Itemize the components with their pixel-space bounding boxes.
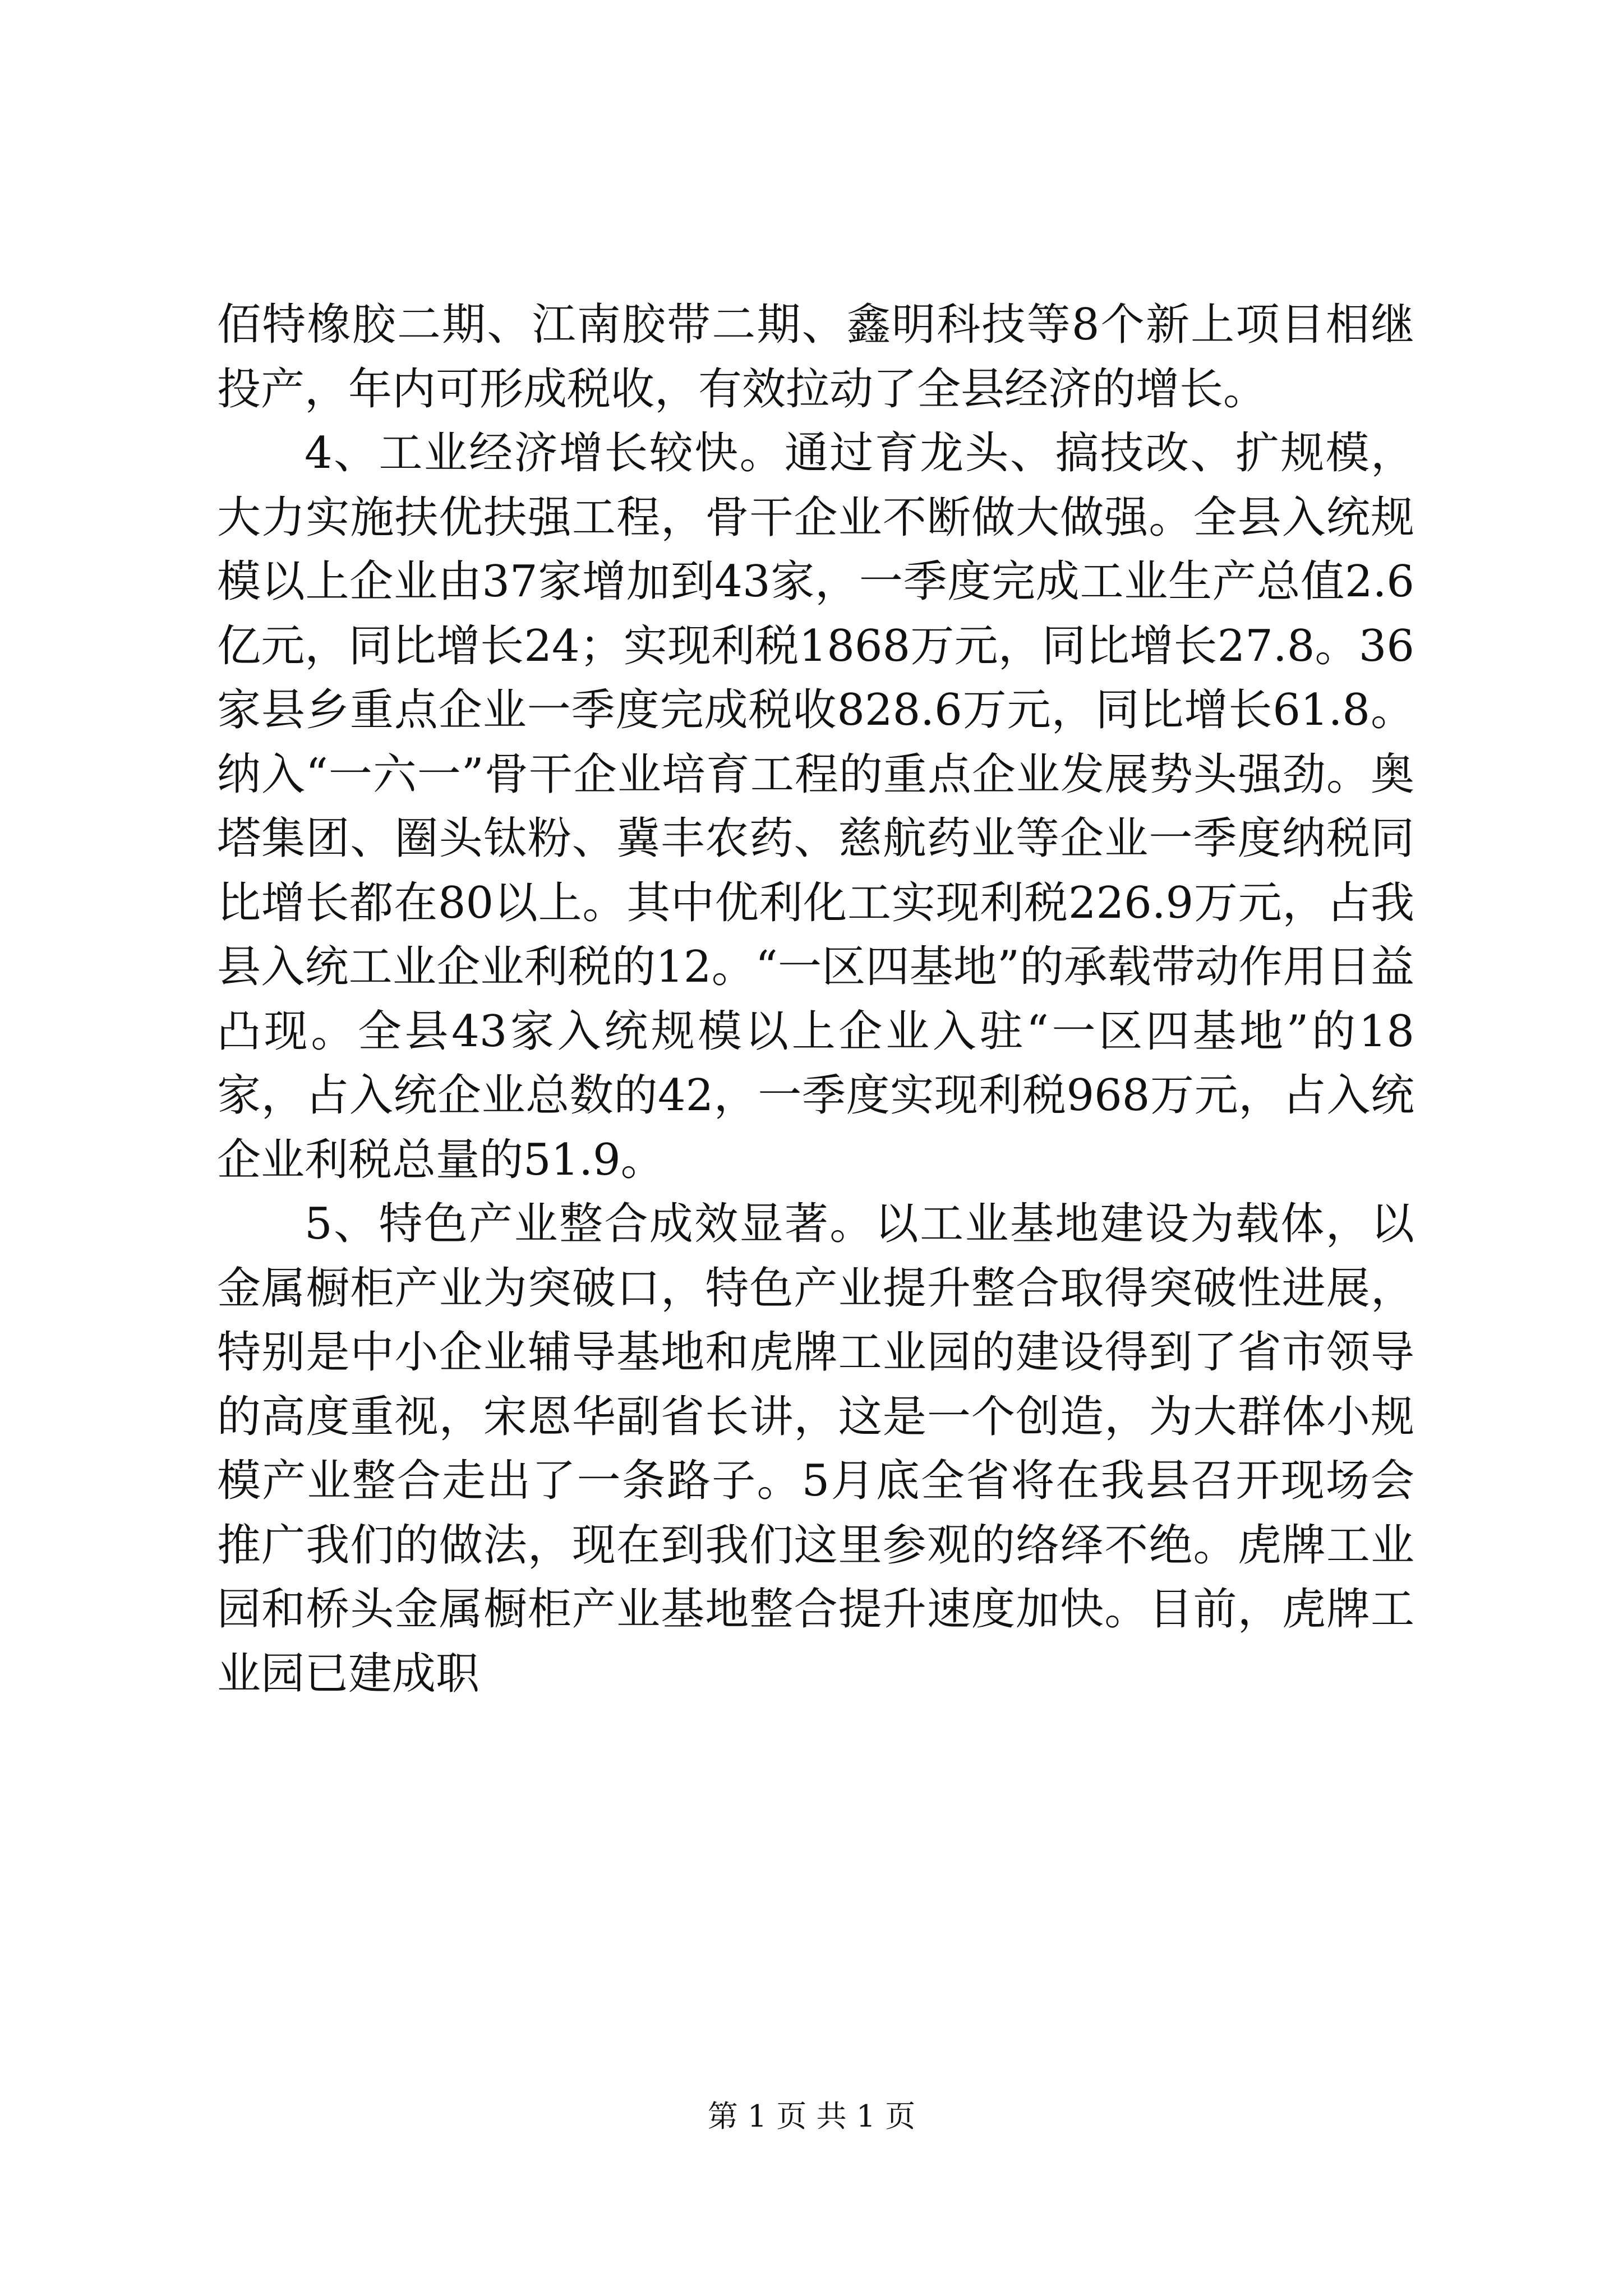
document-body (217, 293, 1414, 1706)
page-footer: 第 1 页 共 1 页 (707, 2099, 916, 2134)
paragraph-continuation: 佰特橡胶二期、江南胶带二期、鑫明科技等8个新上项目相继投产，年内可形成税收，有效拉动了全县经济的增长。 (217, 300, 1414, 415)
paragraph-specialty-industry: 5、特色产业整合成效显著。以工业基地建设为载体，以金属橱柜产业为突破口，特色产业提升整合取得突破性进展，特别是中小企业辅导基地和虎牌工业园的建设得到了省市领导的高度重视，宋恩华副省长讲，这是一个创造，为大群体小规模产业整合走出了一条路子。5月底全省将在我县召开现场会推广我们的做法，现在到我们这里参观的络绎不绝。虎牌工业园和桥头金属橱柜产业基地整合提升速度加快。目前，虎牌工业园已建成职 (217, 1199, 1414, 1699)
paragraph-industrial-growth: 4、工业经济增长较快。通过育龙头、搞技改、扩规模，大力实施扶优扶强工程，骨干企业不断做大做强。全县入统规模以上企业由37家增加到43家，一季度完成工业生产总值2.6亿元，同比增长24；实现利税1868万元，同比增长27.8。36家县乡重点企业一季度完成税收828.6万元，同比增长61.8。纳入“一六一”骨干企业培育工程的重点企业发展势头强劲。奥塔集团、圈头钛粉、冀丰农药、慈航药业等企业一季度纳税同比增长都在80以上。其中优利化工实现利税226.9万元，占我县入统工业企业利税的12。“一区四基地”的承载带动作用日益凸现。全县43家入统规模以上企业入驻“一区四基地”的18家，占入统企业总数的42，一季度实现利税968万元，占入统企业利税总量的51.9。 (217, 428, 1414, 1185)
